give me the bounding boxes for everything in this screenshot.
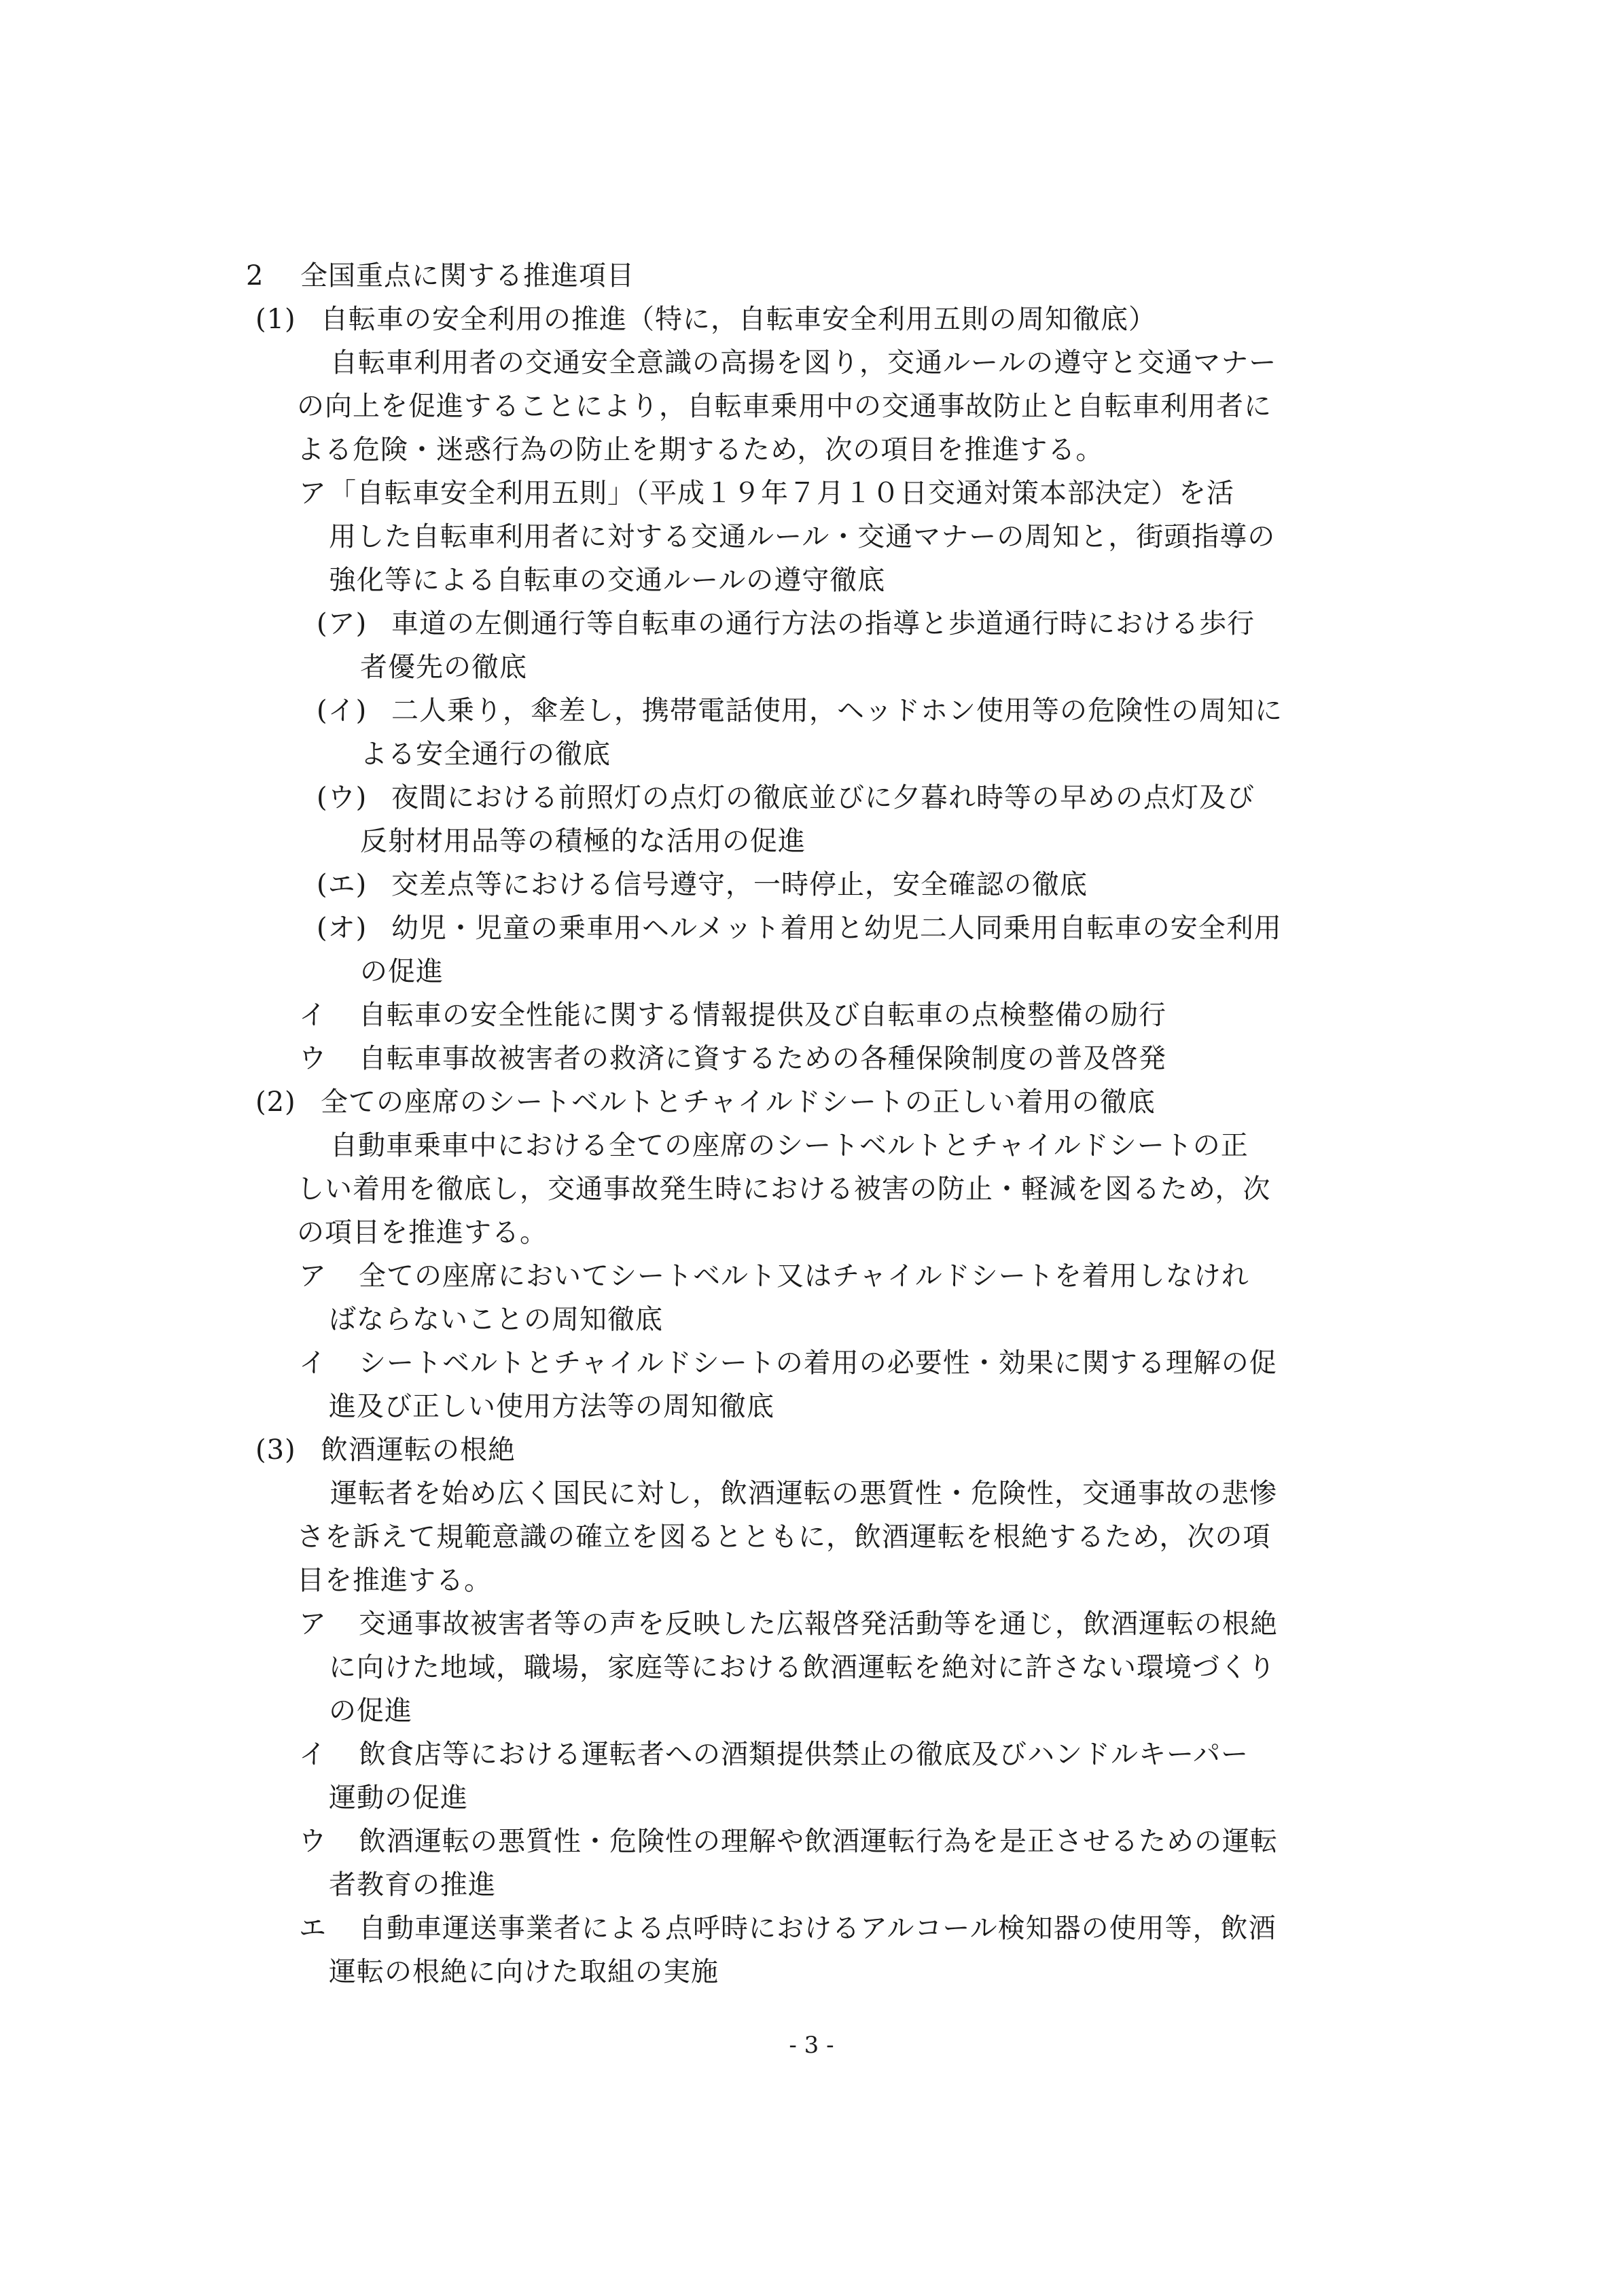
child-text: 幼児・児童の乗車用ヘルメット着用と幼児二人同乗用自転車の安全利用 bbox=[391, 913, 1282, 944]
subitem-1a bbox=[299, 474, 1234, 512]
child-text: 車道の左側通行等自転車の通行方法の指導と歩道通行時における歩行 bbox=[391, 608, 1255, 639]
item-label: (3) bbox=[255, 1434, 296, 1466]
subitem-line: の促進 bbox=[329, 1695, 412, 1727]
child-label: (エ) bbox=[317, 869, 368, 900]
item-title: 自転車の安全利用の推進（特に，自転車安全利用五則の周知徹底） bbox=[321, 304, 1156, 335]
item-1-heading bbox=[255, 300, 1156, 338]
subitem-3b bbox=[299, 1735, 1249, 1773]
item-3-heading bbox=[255, 1431, 516, 1469]
subitem-label: ア bbox=[299, 1608, 327, 1640]
subitem-label: ア bbox=[299, 478, 327, 509]
paragraph-line: 運転者を始め広く国民に対し，飲酒運転の悪質性・危険性，交通事故の悲惨 bbox=[330, 1478, 1277, 1509]
subitem-label: ウ bbox=[299, 1043, 327, 1074]
subitem-text: 飲食店等における運転者への酒類提供禁止の徹底及びハンドルキーパー bbox=[359, 1739, 1249, 1770]
subitem-line: 運動の促進 bbox=[329, 1782, 468, 1814]
subitem-text: シートベルトとチャイルドシートの着用の必要性・効果に関する理解の促 bbox=[359, 1347, 1277, 1379]
subitem-label: ウ bbox=[299, 1826, 327, 1857]
child-label: (ウ) bbox=[317, 782, 368, 813]
item-title: 全ての座席のシートベルトとチャイルドシートの正しい着用の徹底 bbox=[321, 1087, 1156, 1118]
child-line: 反射材用品等の積極的な活用の促進 bbox=[360, 826, 806, 857]
paragraph-line: の向上を促進することにより，自転車乗用中の交通事故防止と自転車利用者に bbox=[297, 391, 1272, 422]
paragraph-line: の項目を推進する。 bbox=[297, 1217, 548, 1248]
subitem-3d bbox=[299, 1909, 1277, 1947]
subitem-label: エ bbox=[299, 1913, 327, 1944]
paragraph-line: さを訴えて規範意識の確立を図るとともに，飲酒運転を根絶するため，次の項 bbox=[297, 1521, 1271, 1553]
subitem-line: 強化等による自転車の交通ルールの遵守徹底 bbox=[329, 565, 886, 596]
child-label: (イ) bbox=[317, 695, 368, 726]
subitem-label: イ bbox=[299, 1739, 327, 1770]
subitem-text: 自転車の安全性能に関する情報提供及び自転車の点検整備の励行 bbox=[359, 1000, 1166, 1031]
subitem-text: 自転車事故被害者の救済に資するための各種保険制度の普及啓発 bbox=[359, 1043, 1166, 1074]
child-item-e bbox=[317, 866, 1088, 904]
subitem-line: に向けた地域，職場，家庭等における飲酒運転を絶対に許さない環境づくり bbox=[329, 1652, 1276, 1683]
paragraph-line: よる危険・迷惑行為の防止を期するため，次の項目を推進する。 bbox=[297, 434, 1104, 465]
subitem-1c bbox=[299, 1040, 1166, 1078]
subitem-label: イ bbox=[299, 1000, 327, 1031]
child-item-i bbox=[317, 692, 1283, 730]
subitem-2a bbox=[299, 1257, 1249, 1295]
section-number: 2 bbox=[246, 260, 264, 292]
paragraph-line: しい着用を徹底し，交通事故発生時における被害の防止・軽減を図るため，次 bbox=[297, 1173, 1271, 1205]
page-number: - 3 - bbox=[789, 2032, 834, 2059]
section-heading bbox=[246, 257, 635, 295]
child-item-u bbox=[317, 779, 1255, 817]
child-text: 夜間における前照灯の点灯の徹底並びに夕暮れ時等の早めの点灯及び bbox=[391, 782, 1255, 813]
child-label: (オ) bbox=[317, 913, 368, 944]
paragraph-line: 自転車利用者の交通安全意識の高揚を図り，交通ルールの遵守と交通マナー bbox=[330, 347, 1277, 378]
subitem-2b bbox=[299, 1344, 1277, 1382]
section-title: 全国重点に関する推進項目 bbox=[300, 260, 635, 292]
subitem-line: 用した自転車利用者に対する交通ルール・交通マナーの周知と，街頭指導の bbox=[329, 521, 1276, 552]
child-item-a bbox=[317, 605, 1255, 643]
subitem-line: 運転の根絶に向けた取組の実施 bbox=[329, 1956, 719, 1988]
subitem-line: 進及び正しい使用方法等の周知徹底 bbox=[329, 1391, 774, 1422]
subitem-label: ア bbox=[299, 1260, 327, 1292]
subitem-label: イ bbox=[299, 1347, 327, 1379]
child-item-o bbox=[317, 909, 1282, 947]
subitem-3c bbox=[299, 1822, 1278, 1860]
item-label: (1) bbox=[255, 304, 296, 335]
subitem-text: 飲酒運転の悪質性・危険性の理解や飲酒運転行為を是正させるための運転 bbox=[359, 1826, 1278, 1857]
paragraph-line: 目を推進する。 bbox=[297, 1565, 492, 1596]
subitem-1b bbox=[299, 996, 1166, 1034]
child-line: の促進 bbox=[360, 956, 444, 987]
subitem-line: ばならないことの周知徹底 bbox=[329, 1304, 663, 1335]
subitem-text: 自動車運送事業者による点呼時におけるアルコール検知器の使用等，飲酒 bbox=[359, 1913, 1277, 1944]
child-text: 二人乗り，傘差し，携帯電話使用，ヘッドホン使用等の危険性の周知に bbox=[391, 695, 1283, 726]
child-text: 交差点等における信号遵守，一時停止，安全確認の徹底 bbox=[391, 869, 1088, 900]
child-line: よる安全通行の徹底 bbox=[360, 739, 611, 770]
subitem-text: 交通事故被害者等の声を反映した広報啓発活動等を通じ，飲酒運転の根絶 bbox=[359, 1608, 1278, 1640]
child-label: (ア) bbox=[317, 608, 368, 639]
item-2-heading bbox=[255, 1083, 1156, 1121]
subitem-text: 全ての座席においてシートベルト又はチャイルドシートを着用しなけれ bbox=[359, 1260, 1249, 1292]
subitem-text: 「自転車安全利用五則」（平成１９年７月１０日交通対策本部決定）を活 bbox=[329, 478, 1234, 509]
subitem-3a bbox=[299, 1605, 1278, 1643]
item-label: (2) bbox=[255, 1087, 296, 1118]
child-line: 者優先の徹底 bbox=[360, 652, 527, 683]
item-title: 飲酒運転の根絶 bbox=[321, 1434, 516, 1466]
subitem-line: 者教育の推進 bbox=[329, 1869, 496, 1901]
paragraph-line: 自動車乗車中における全ての座席のシートベルトとチャイルドシートの正 bbox=[330, 1130, 1249, 1161]
